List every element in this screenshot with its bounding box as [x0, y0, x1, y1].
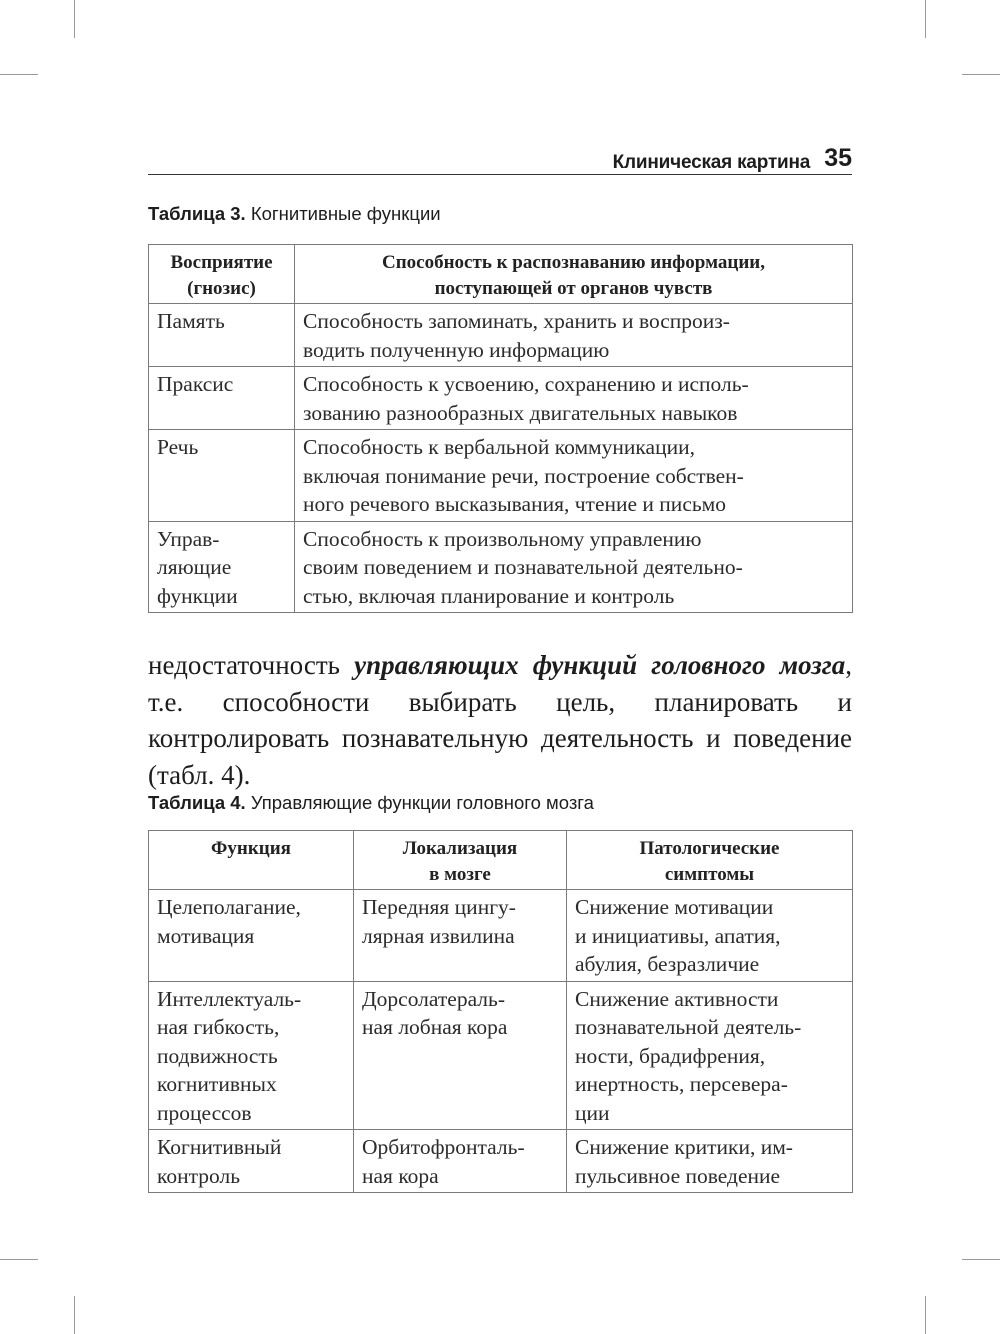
- line: Передняя цингу-: [362, 895, 516, 919]
- line: Снижение мотивации: [575, 895, 774, 919]
- localization-cell: [354, 890, 567, 982]
- page-number: 35: [824, 144, 852, 172]
- function-cell: [149, 890, 354, 982]
- line: ная лобная кора: [362, 1015, 508, 1039]
- line: симптомы: [664, 864, 755, 885]
- line: Орбитофронталь-: [362, 1135, 525, 1159]
- localization-cell: [354, 1130, 567, 1193]
- crop-mark: [925, 1296, 926, 1334]
- line: пульсивное поведение: [575, 1163, 781, 1188]
- line: Управ-: [157, 526, 220, 551]
- line: ности, брадифрения,: [575, 1043, 766, 1068]
- line: поступающей от органов чувств: [434, 278, 713, 299]
- line: абулия, безразличие: [575, 952, 760, 976]
- function-cell: [149, 430, 295, 522]
- line: Способность к произвольному управлению: [303, 526, 702, 551]
- line: ная кора: [362, 1163, 439, 1188]
- table-header-cell: [149, 831, 354, 890]
- table3: [148, 244, 853, 613]
- table-row: [149, 367, 853, 430]
- table4-caption: [148, 792, 594, 814]
- paragraph-text: недостаточность: [148, 650, 355, 680]
- body-paragraph: [148, 647, 852, 793]
- crop-mark: [74, 0, 75, 38]
- crop-mark: [925, 0, 926, 38]
- line: лярная извилина: [362, 923, 515, 948]
- line: и инициативы, апатия,: [575, 923, 781, 948]
- line: подвижность: [157, 1043, 278, 1068]
- section-title: Клиническая картина: [612, 152, 811, 173]
- line: Интеллектуаль-: [157, 986, 302, 1011]
- line: (гнозис): [187, 278, 256, 299]
- line: зованию разнообразных двигательных навыков: [303, 400, 738, 425]
- line: когнитивных: [157, 1072, 277, 1096]
- line: ная гибкость,: [157, 1015, 280, 1039]
- line: Целеполагание,: [157, 895, 301, 919]
- table4-caption-label: Таблица 4.: [148, 792, 246, 813]
- line: стью, включая планирование и контроль: [303, 583, 675, 608]
- table4-caption-text: Управляющие функции головного мозга: [250, 792, 594, 813]
- line: водить полученную информацию: [303, 337, 610, 362]
- line: инертность, персевера-: [575, 1072, 788, 1096]
- table3-caption-label: Таблица 3.: [148, 203, 246, 224]
- line: в мозге: [429, 864, 491, 885]
- function-cell: [149, 981, 354, 1130]
- symptoms-cell: [567, 981, 853, 1130]
- description-cell: [295, 304, 853, 367]
- crop-mark: [962, 74, 1000, 75]
- table-header-cell: [149, 245, 295, 304]
- line: Способность запоминать, хранить и воспроиз-: [303, 309, 730, 333]
- line: Когнитивный: [157, 1135, 282, 1159]
- line: Праксис: [157, 372, 234, 396]
- line: Речь: [157, 435, 199, 459]
- symptoms-cell: [567, 1130, 853, 1193]
- line: функции: [157, 583, 238, 608]
- line: Снижение активности: [575, 986, 779, 1011]
- line: Функция: [211, 838, 291, 859]
- function-cell: [149, 1130, 354, 1193]
- crop-mark: [0, 1259, 38, 1260]
- function-cell: [149, 521, 295, 613]
- line: ного речевого высказывания, чтение и письмо: [303, 492, 727, 516]
- table-row: [149, 890, 853, 982]
- description-cell: [295, 367, 853, 430]
- table3-caption-text: Когнитивные функции: [250, 203, 441, 224]
- crop-mark: [962, 1259, 1000, 1260]
- line: Снижение критики, им-: [575, 1135, 793, 1159]
- emphasized-term: управляющих функций головного мозга: [354, 650, 846, 680]
- crop-mark: [0, 74, 38, 75]
- line: Восприятие: [170, 252, 273, 273]
- function-cell: [149, 304, 295, 367]
- table-header-row: [149, 831, 853, 890]
- crop-mark: [74, 1296, 75, 1334]
- table-header-cell: [295, 245, 853, 304]
- line: Память: [157, 309, 225, 333]
- table-row: [149, 521, 853, 613]
- line: ции: [575, 1100, 610, 1125]
- line: Патологические: [639, 838, 780, 859]
- table4: [148, 830, 853, 1193]
- line: Способность к распознаванию информации,: [382, 252, 765, 273]
- line: Способность к вербальной коммуникации,: [303, 435, 695, 459]
- symptoms-cell: [567, 890, 853, 982]
- table3-caption: [148, 203, 441, 225]
- table-row: [149, 981, 853, 1130]
- line: ляющие: [157, 555, 232, 579]
- description-cell: [295, 521, 853, 613]
- line: включая понимание речи, построение собствен-: [303, 463, 744, 488]
- description-cell: [295, 430, 853, 522]
- table-row: [149, 304, 853, 367]
- line: мотивация: [157, 923, 255, 948]
- table-row: [149, 1130, 853, 1193]
- table-header-row: [149, 245, 853, 304]
- running-header: [148, 140, 852, 175]
- table-row: [149, 430, 853, 522]
- line: контроль: [157, 1163, 241, 1188]
- line: процессов: [157, 1100, 252, 1125]
- function-cell: [149, 367, 295, 430]
- paragraph-text: , т.е. способности выбирать цель, планировать и контролировать познавательную деятельность и поведение (табл. 4).: [148, 650, 852, 790]
- localization-cell: [354, 981, 567, 1130]
- line: Локализация: [402, 838, 518, 859]
- line: Способность к усвоению, сохранению и исполь-: [303, 372, 749, 396]
- line: познавательной деятель-: [575, 1015, 802, 1039]
- table-header-cell: [567, 831, 853, 890]
- line: Дорсолатераль-: [362, 986, 506, 1011]
- line: своим поведением и познавательной деятельно-: [303, 555, 743, 579]
- table-header-cell: [354, 831, 567, 890]
